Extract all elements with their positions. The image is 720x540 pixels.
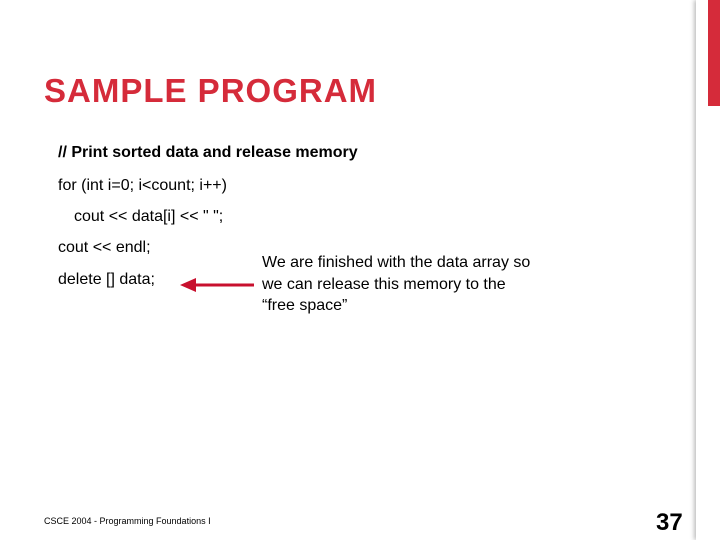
left-arrow-icon [180, 276, 254, 294]
code-for-line: for (int i=0; i<count; i++) [58, 177, 227, 194]
code-cout-data-line: cout << data[i] << " "; [74, 208, 224, 225]
footer-course-name: CSCE 2004 - Programming Foundations I [44, 516, 211, 526]
code-cout-endl-line: cout << endl; [58, 239, 151, 256]
code-comment-line: // Print sorted data and release memory [58, 144, 358, 161]
accent-bar [708, 0, 720, 106]
page-number: 37 [656, 509, 683, 536]
slide-title: SAMPLE PROGRAM [44, 72, 378, 109]
explanation-note: We are finished with the data array so we can release this memory to the “free space” [262, 254, 531, 314]
code-delete-line: delete [] data; [58, 271, 155, 288]
